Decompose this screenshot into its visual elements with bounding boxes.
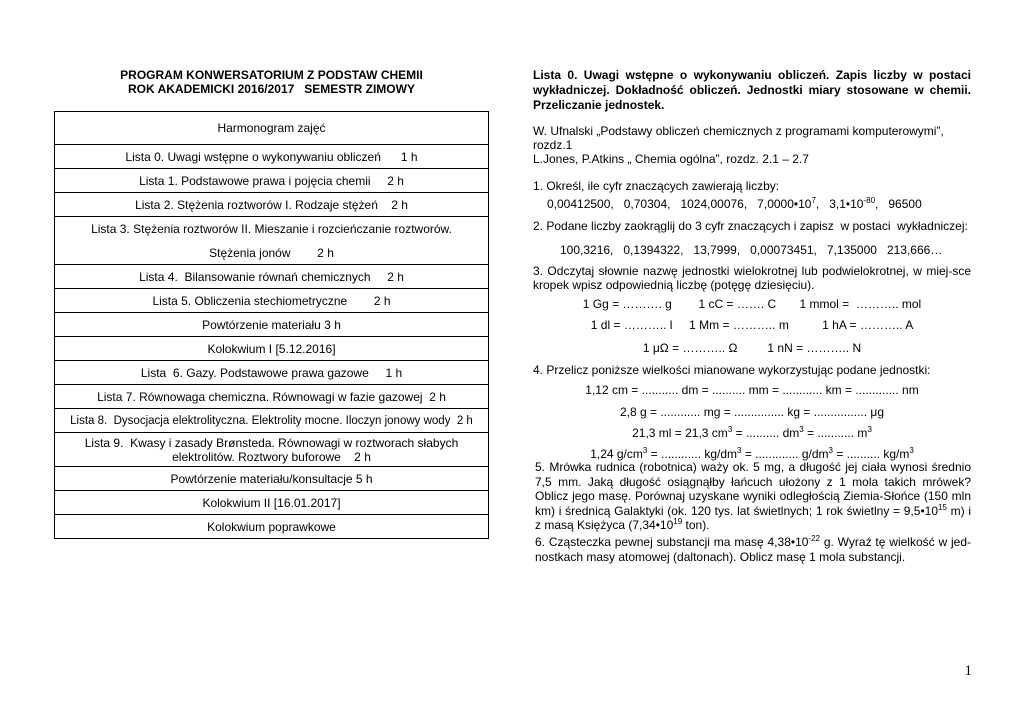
reference-atkins: L.Jones, P.Atkins „ Chemia ogólna”, rozdz. 2.1 – 2.7 [533,152,809,166]
question-1-values: 0,00412500, 0,70304, 1024,00076, $7,0000•10^7$, $3,1•10^{-80}$, 96500 [547,196,922,211]
schedule-row: Lista 0. Uwagi wstępne o wykonywaniu obliczeń 1 h [55,145,489,169]
schedule-row: Lista 5. Obliczenia stechiometryczne 2 h [55,289,489,313]
list-title: Lista 0. Uwagi wstępne o wykonywaniu obliczeń. Zapis liczby w postaci wykładniczej. Dokładność obliczeń. Jednostki miary stosowane w chemii. Przeliczanie jednostek. [533,68,971,112]
schedule-row: Lista 6. Gazy. Podstawowe prawa gazowe 1 h [55,361,489,385]
question-4-line2: 2,8 g = ............ mg = ............... kg = ................ μg [619,405,884,419]
schedule-row: Kolokwium I [5.12.2016] [55,337,489,361]
question-4-line4: 1,24 $g/cm^3$ = ............ $kg/dm^3$ = ............. $g/dm^3$ = .......... $kg/m^3$ [590,446,914,461]
question-4-line1: 1,12 cm = ........... dm = .......... mm = ............ km = ............. nm [585,383,919,397]
question-3-line3: 1 μΩ = ……….. Ω 1 nN = ……….. N [642,341,862,355]
program-title [54,68,489,96]
schedule-row: Lista 2. Stężenia roztworów I. Rodzaje stężeń 2 h [55,193,489,217]
program-title-line1: PROGRAM KONWERSATORIUM Z PODSTAW CHEMII [120,68,423,82]
question-3-text: 3. Odczytaj słownie nazwę jednostki wielokrotnej lub podwielokrotnej, w miej-sce kropek wpisz odpowiednią liczbę (potęgę dziesięciu). [533,264,971,292]
reference-ufnalski-chapter: rozdz.1 [533,138,573,152]
question-6: 6. Cząsteczka pewnej substancji ma masę $4,38•10^{-22}$ g. Wyraź tę wielkość w jed-nostkach masy atomowej (daltonach). Oblicz masę 1 mola substancji. [535,534,971,564]
schedule-row: Lista 7. Równowaga chemiczna. Równowagi w fazie gazowej 2 h [55,385,489,409]
question-4-text: 4. Przelicz poniższe wielkości mianowane wykorzystując podane jednostki: [533,363,931,377]
question-3-line1: 1 Gg = ………. g 1 cC = ……. C 1 mmol = ……….. mol [582,297,922,311]
reference-ufnalski: W. Ufnalski „Podstawy obliczeń chemicznych z programami komputerowymi”, [533,124,944,138]
program-title-line2: ROK AKADEMICKI 2016/2017 SEMESTR ZIMOWY [128,82,415,96]
question-3-line2: 1 dl = ……….. l 1 Mm = ……….. m 1 hA = ……….. A [590,318,914,332]
schedule-row: Kolokwium II [16.01.2017] [55,491,489,515]
schedule-row: Lista 1. Podstawowe prawa i pojęcia chemii 2 h [55,169,489,193]
schedule-row: Lista 8. Dysocjacja elektrolityczna. Elektrolity mocne. Iloczyn jonowy wody 2 h [55,409,489,433]
schedule-row: Lista 9. Kwasy i zasady Brønsteda. Równowagi w roztworach słabych elektrolitów. Roztwory buforowe 2 h [55,433,489,467]
schedule-row: Kolokwium poprawkowe [55,515,489,539]
schedule-row: Lista 4. Bilansowanie równań chemicznych 2 h [55,265,489,289]
schedule-header: Harmonogram zajęć [55,112,489,145]
question-5: 5. Mrówka rudnica (robotnica) waży ok. 5 mg, a długość jej ciała wynosi średnio 7,5 mm. Jaką długość osiągnąłby łańcuch ułożony z 1 mola takich mrówek? Oblicz jego masę. Porównaj uzyskane wyniki odległością Ziemia-Słońce (150 mln km) i średnicą Galaktyki (ok. 120 tys. lat świetlnych; 1 rok świetlny = $9,5•10^{15}$ m) i z masą Księżyca ($7,34•10^{19}$ ton). [535,460,971,532]
schedule-row: Powtórzenie materiału 3 h [55,313,489,337]
page-number: 1 [964,663,972,679]
schedule-row: Powtórzenie materiału/konsultacje 5 h [55,467,489,491]
question-4-line3: 21,3 ml = 21,3 $cm^3$ = .......... $dm^3$ = ........... $m^3$ [632,425,872,440]
schedule-table [54,111,489,539]
question-2-values: 100,3216, 0,1394322, 13,7999, 0,00073451, 7,135000 213,666… [560,243,943,257]
question-2-text: 2. Podane liczby zaokrąglij do 3 cyfr znaczących i zapisz w postaci wykładniczej: [533,219,968,233]
question-1-text: 1. Określ, ile cyfr znaczących zawierają liczby: [533,179,780,193]
schedule-row: Lista 3. Stężenia roztworów II. Mieszanie i rozcieńczanie roztworów. Stężenia jonów 2 h [55,217,489,265]
references [533,124,971,166]
